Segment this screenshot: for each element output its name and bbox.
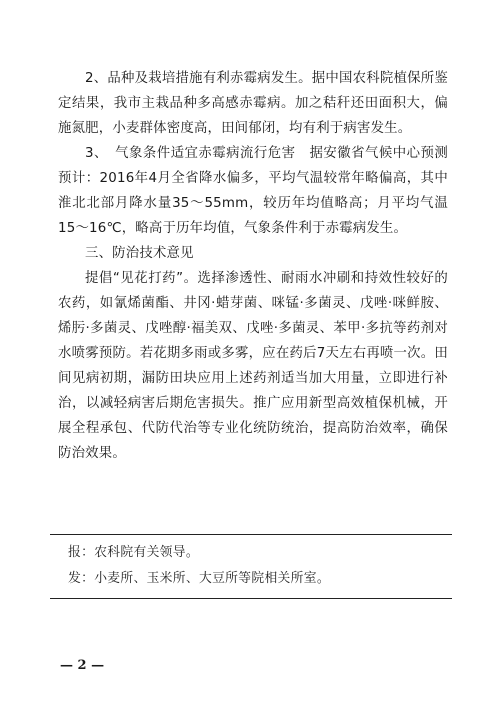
document-body bbox=[58, 66, 448, 466]
paragraph-weather-conditions: 3、 气象条件适宜赤霉病流行危害 据安徽省气候中心预测预计：2016年4月全省降水偏多，平均气温较常年略偏高，其中淮北北部月降水量35～55mm，较历年均值略高；月平均气温15～16℃，略高于历年均值，气象条件利于赤霉病发生。 bbox=[58, 146, 448, 236]
distribution-block bbox=[50, 534, 452, 599]
section-title-control-measures: 三、防治技术意见 bbox=[85, 246, 194, 261]
page-number: — 2 — bbox=[60, 658, 105, 673]
distribution-bottom-rule bbox=[50, 598, 452, 599]
paragraph-variety-cultivation: 2、品种及栽培措施有利赤霉病发生。据中国农科院植保所鉴定结果，我市主栽品种多高感赤霉病。加之秸秆还田面积大，偏施氮肥，小麦群体密度高，田间郁闭，均有利于病害发生。 bbox=[58, 71, 448, 136]
report-to-line: 报：农科院有关领导。 bbox=[68, 545, 199, 560]
send-to-line: 发：小麦所、玉米所、大豆所等院相关所室。 bbox=[68, 571, 330, 586]
paragraph-control-measures: 提倡“见花打药”。选择渗透性、耐雨水冲刷和持效性较好的农药，如氰烯菌酯、井冈·蜡芽菌、咪锰·多菌灵、戊唑·咪鲜胺、烯肟·多菌灵、戊唑醇·福美双、戊唑·多菌灵、苯甲·多抗等药剂对水喷雾预防。若花期多雨或多雾，应在药后7天左右再喷一次。田间见病初期，漏防田块应用上述药剂适当加大用量，立即进行补治，以减轻病害后期危害损失。推广应用新型高效植保机械，开展全程承包、代防代治等专业化统防统治，提高防治效率，确保防治效果。 bbox=[58, 271, 448, 461]
distribution-top-rule bbox=[50, 534, 452, 535]
